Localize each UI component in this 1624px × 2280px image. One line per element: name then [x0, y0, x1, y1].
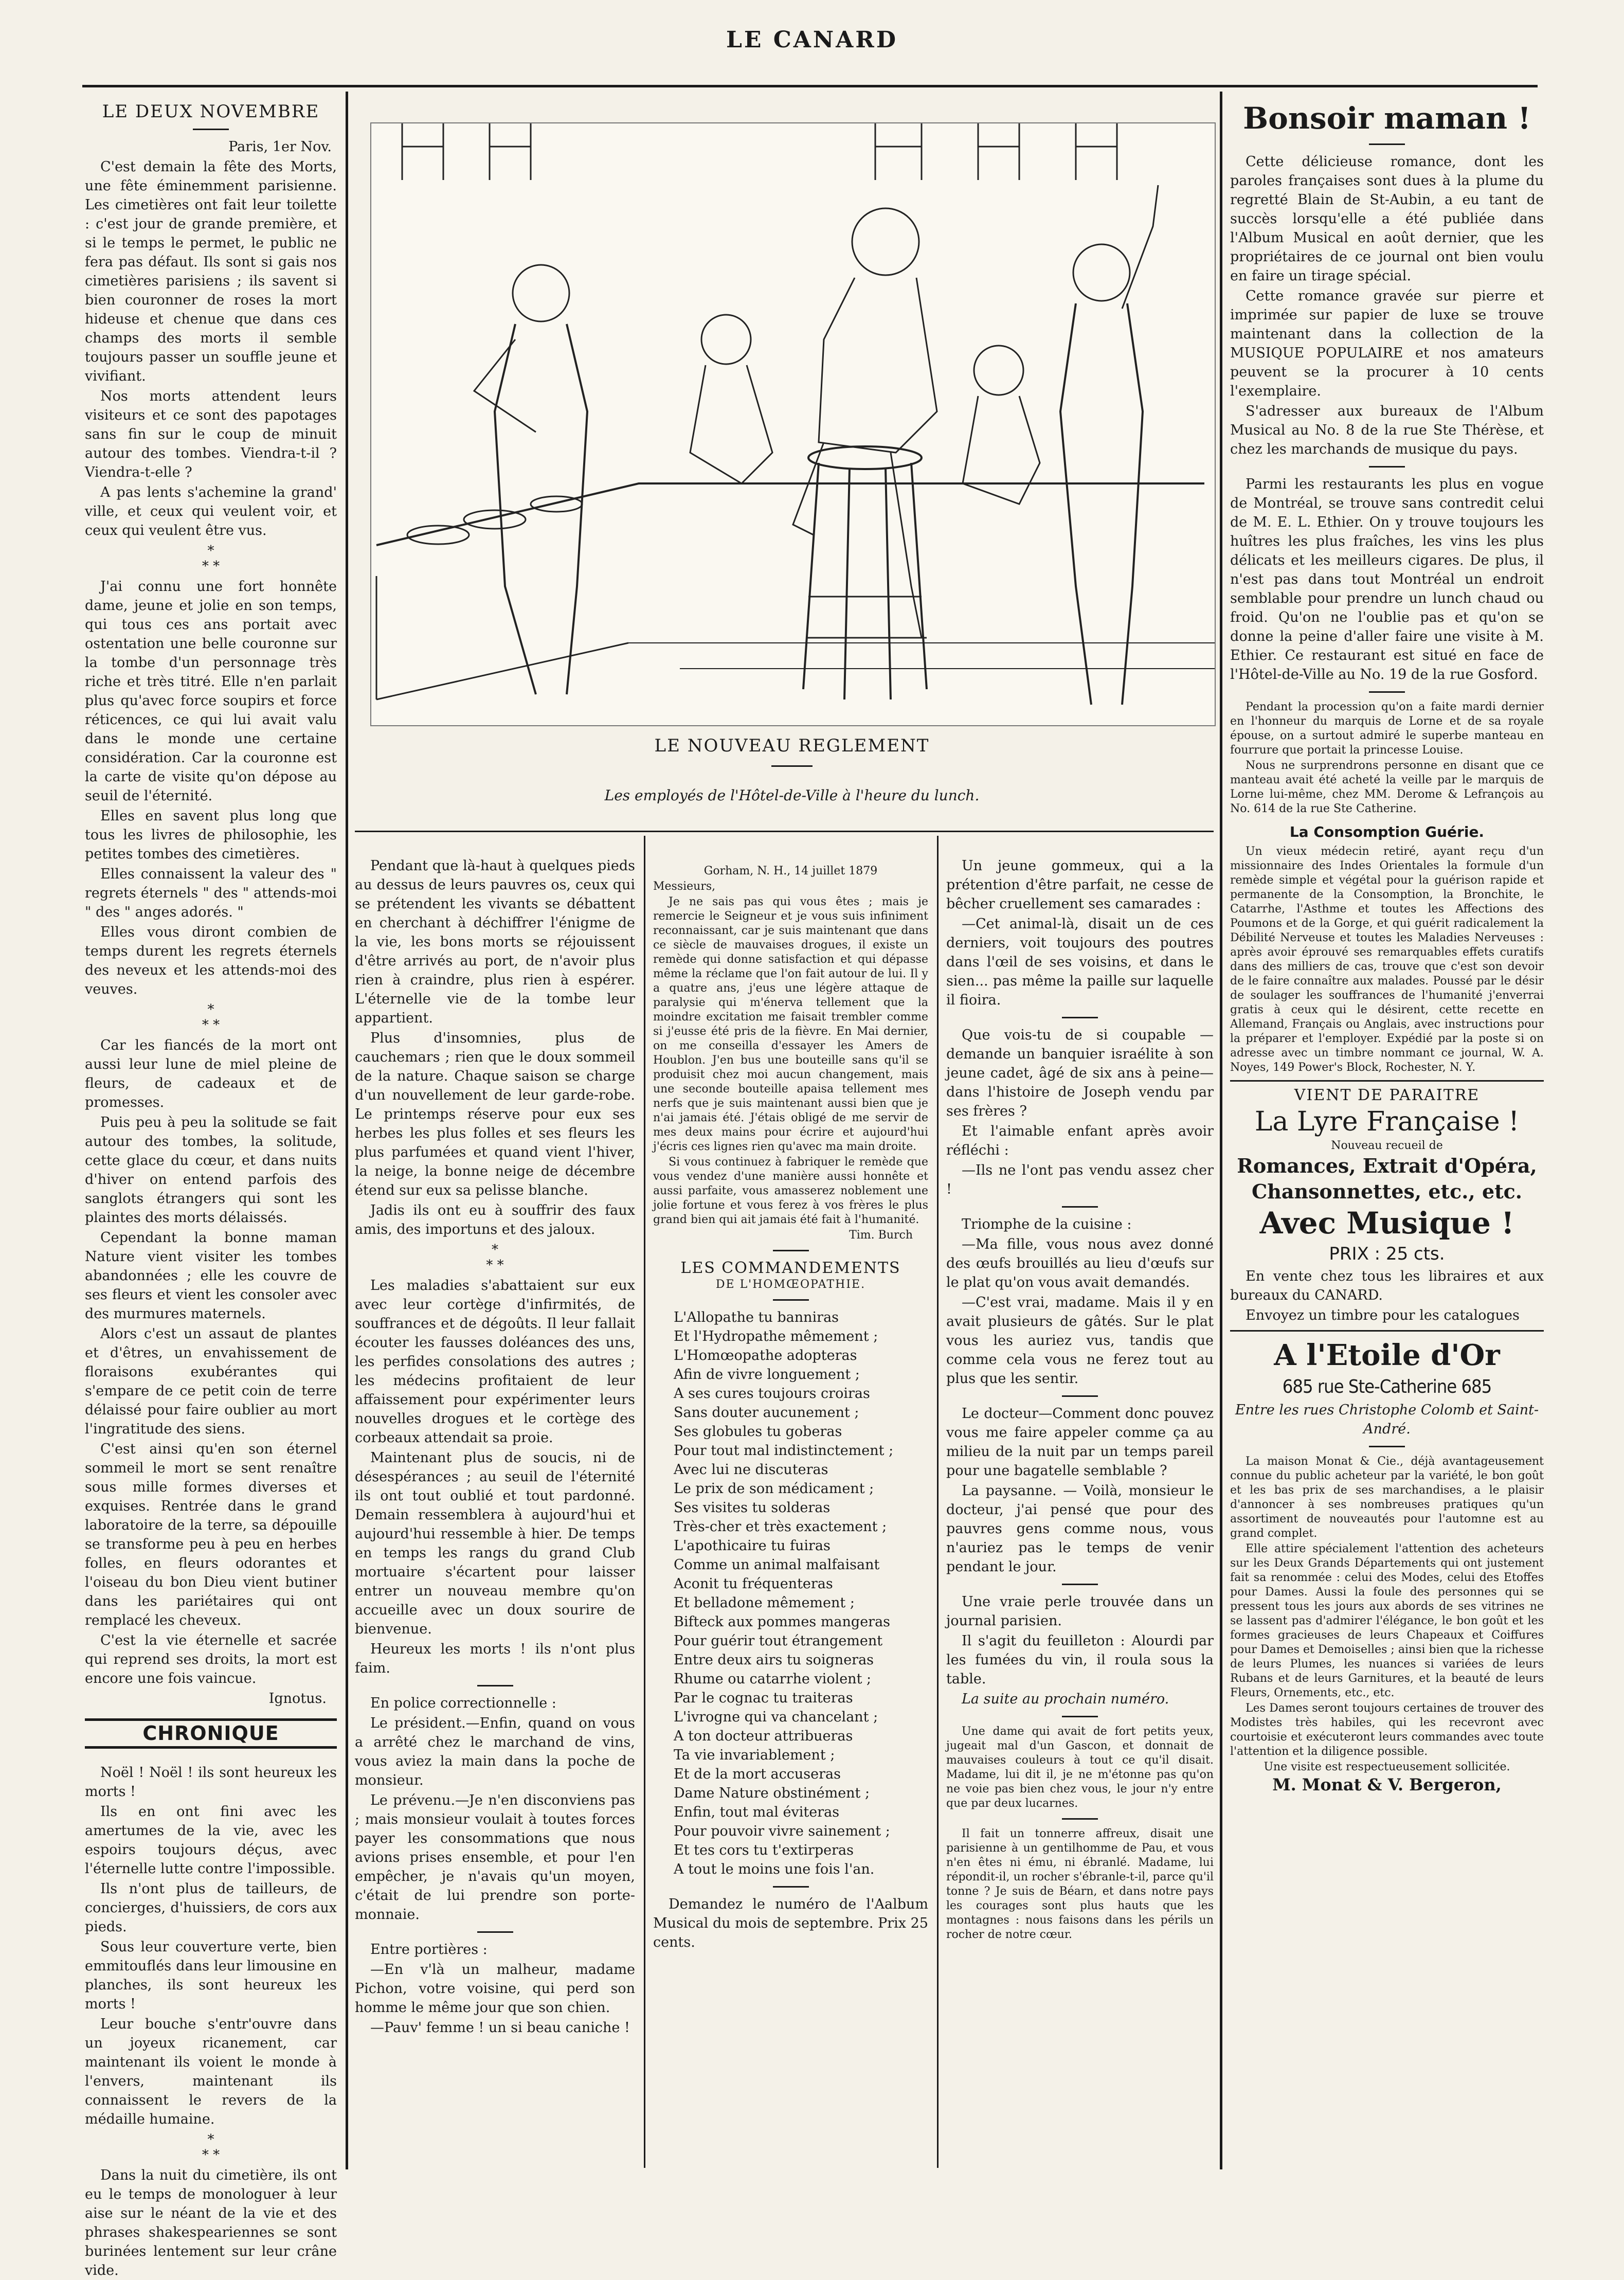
asterism: * * *: [486, 1242, 504, 1273]
separator: [1062, 1716, 1098, 1717]
paragraph: Une vraie perle trouvée dans un journal parisien.: [946, 1594, 1214, 1629]
signature: Ignotus.: [268, 1691, 327, 1707]
illustration: [370, 122, 1216, 726]
paragraph: Puis peu à peu la solitude se fait autour des tombes, la solitude, cette glace du cœur, et dans nuits d'hiver on entend parfois des sanglots étrangers qui sont les plaintes des morts délaissés.: [85, 1115, 337, 1226]
section-title: En police correctionnelle :: [370, 1695, 556, 1711]
paragraph: Les maladies s'abattaient sur eux avec leur cortège d'infirmités, de souffrances et de dégoûts. Il leur fallait écouter les fausses doléances des uns, les perfides consolations des autres ; les médecins profitaient de leur affaissement pour expérimenter leurs nouvelles drogues et le cortège des corbeaux attendait sa proie.: [355, 1278, 635, 1446]
paragraph: Elles vous diront combien de temps durent les regrets éternels des neveux et les attends-moi des veuves.: [85, 924, 337, 997]
etoile-title: A l'Etoile d'Or: [1274, 1338, 1500, 1372]
paragraph: S'adresser aux bureaux de l'Album Musical au No. 8 de la rue Ste Thérèse, et chez les marchands de musique du pays.: [1230, 403, 1544, 457]
paragraph: Une dame qui avait de fort petits yeux, jugeait mal d'un Gascon, et donnait de mauvaises couleurs à tout ce qu'il disait. Madame, lui dit il, je ne m'étonne pas qu'on ne voie pas bien chez vous, le jour n'y entre que par deux lucarnes.: [946, 1725, 1214, 1810]
paragraph: —Ils ne l'ont pas vendu assez cher !: [946, 1162, 1214, 1197]
column-rule: [1220, 92, 1222, 2169]
separator: [1369, 1446, 1405, 1447]
separator: [773, 1299, 809, 1301]
paragraph: Pendant la procession qu'on a faite mardi dernier en l'honneur du marquis de Lorne et de sa royale épouse, on a surtout admiré le superbe manteau en fourrure que portait la princesse Louise.: [1230, 701, 1544, 757]
paragraph: Triomphe de la cuisine :: [962, 1216, 1132, 1232]
paragraph: Et l'aimable enfant après avoir réfléchi :: [946, 1123, 1214, 1158]
section-title: Entre portières :: [370, 1942, 488, 1958]
poem-line: L'apothicaire tu fuiras: [674, 1538, 831, 1554]
paragraph: Elle attire spécialement l'attention des acheteurs sur les Deux Grands Départements qui ont justement fait sa renommée : celui des Modes, celui des Etoffes pour Dames. Aussi la foule des personnes qui se pressent tous les jours aux abords de ses vitrines ne se lassent pas d'admirer l'élégance, le bon goût et les formes gracieuses de leurs Chapeaux et Coiffures pour Dames et Demoiselles ; ainsi bien que la richesse de leurs Plumes, les nuances si variées de leurs Rubans et de leurs Garnitures, et la beauté de leurs Fleurs, Ornements, etc., etc.: [1230, 1542, 1544, 1699]
poem-line: A ses cures toujours croiras: [674, 1386, 870, 1402]
paragraph: C'est demain la fête des Morts, une fête éminemment parisienne. Les cimetières ont fait leur toilette : c'est jour de grande première, et si le temps le permet, le public ne fera pas défaut. Ils sont si gais nos cimetières parisiens ; ils savent si bien couronner de roses la mort hideuse et chenue que dans ces champs des morts il semble toujours passer un souffle jeune et vivifiant.: [85, 159, 337, 384]
paragraph: C'est la vie éternelle et sacrée qui reprend ses droits, la mort est encore une fois vaincue.: [85, 1632, 337, 1686]
separator: [773, 1250, 809, 1251]
paragraph: Elles connaissent la valeur des " regrets éternels " des " attends-moi " des " anges adorés. ": [85, 866, 337, 920]
etoile-entre: Entre les rues Christophe Colomb et Saint-André.: [1235, 1402, 1539, 1437]
paragraph: Pendant que là-haut à quelques pieds au dessus de leurs pauvres os, ceux qui se prétendent les vivants se débattent en cherchant à déchiffrer l'énigme de la vie, les bons morts se réjouissent d'être arrivés au port, de n'avoir plus rien à craindre, plus rien à espérer. L'éternelle vie de la tombe leur appartient.: [355, 858, 635, 1026]
separator: [1369, 143, 1405, 145]
paragraph: Il fait un tonnerre affreux, disait une parisienne à un gentilhomme de Pau, et vous n'en êtes ni ému, ni ébranlé. Madame, lui répondit-il, un rocher s'ébranle-t-il, parce qu'il tonne ? Je suis de Béarn, et dans notre pays les courages sont plus hauts que les montagnes : nous faisons dans les périls un rocher de notre cœur.: [946, 1827, 1214, 1941]
poem-line: Ses globules tu goberas: [674, 1424, 842, 1440]
paragraph: C'est ainsi qu'en son éternel sommeil le mort se sent renaître sous mille formes diverses et exquises. Rentrée dans le grand laboratoire de la terre, sa dépouille se transforme peu à peu en herbes folles, en fleurs odorantes et l'oiseau du bon Dieu vient butiner dans les pariétaires qui ont remplacé les cheveux.: [85, 1441, 337, 1628]
asterism: * * *: [202, 2132, 220, 2163]
letter-body: Si vous continuez à fabriquer le remède que vous vendez d'une manière aussi honnête et aussi parfaite, vous amasserez noblement une jolie fortune et vous ferez à vos frères le plus grand bien qui ait jamais été fait à l'humanité.: [653, 1156, 928, 1226]
paragraph: Leur bouche s'entr'ouvre dans un joyeux ricanement, car maintenant ils voient le monde à l'envers, maintenant ils connaissent le revers de la médaille humaine.: [85, 2016, 337, 2127]
paragraph: Le président.—Enfin, quand on vous a arrêté chez le marchand de vins, vous aviez la main dans la poche de monsieur.: [355, 1715, 635, 1788]
paragraph: Nos morts attendent leurs visiteurs et ce sont des papotages sans fin sur le coup de minuit autour des tombes. Viendra-t-il ? Viendra-t-elle ?: [85, 388, 337, 480]
separator: [1062, 1017, 1098, 1018]
poem-line: Afin de vivre longuement ;: [674, 1367, 860, 1383]
separator: [1062, 1395, 1098, 1397]
poem-line: L'Allopathe tu banniras: [674, 1309, 839, 1325]
paragraph: J'ai connu une fort honnête dame, jeune et jolie en son temps, qui tous ces ans portait avec ostentation une belle couronne sur la tombe d'un personnage très riche et très titré. Elle n'en parlait plus qu'avec force soupirs et force réticences, ce qui lui avait valu dans le monde une certaine considération. Car la couronne est la carte de visite qu'on dépose au seuil de l'éternité.: [85, 579, 337, 804]
etoile-address: 685 rue Ste-Catherine 685: [1282, 1376, 1492, 1397]
paragraph: Que vois-tu de si coupable — demande un banquier israélite à son jeune cadet, âgé de six ans à peine— dans l'histoire de Joseph vendu par ses frères ?: [946, 1027, 1214, 1119]
paragraph: Maintenant plus de soucis, ni de désespérances ; au seuil de l'éternité ils ont tout oublié et tout pardonné. Demain ressemblera à aujourd'hui et aujourd'hui ressemble à hier. De temps en temps les rangs du grand Club mortuaire s'écartent pour laisser entrer un nouveau membre qu'on accueille avec un doux sourire de bienvenue.: [355, 1450, 635, 1637]
column-5: [1230, 100, 1544, 2165]
paragraph: Plus d'insomnies, plus de cauchemars ; rien que le doux sommeil de la nature. Chaque saison se charge d'un nouvellement de leur garde-robe. Le printemps réserve pour eux ses herbes les plus folles et ses fleurs les plus parfumées et quand vient l'hiver, la neige, la bonne neige de décembre étend sur eux sa pelisse blanche.: [355, 1030, 635, 1198]
separator: [477, 1685, 513, 1686]
vient-de-paraitre: VIENT DE PARAITRE: [1230, 1080, 1544, 1105]
paragraph: Car les fiancés de la mort ont aussi leur lune de miel pleine de fleurs, de cadeaux et de promesses.: [85, 1037, 337, 1110]
title-rule: [193, 129, 229, 130]
commandments-title: LES COMMANDEMENTS: [680, 1259, 901, 1277]
paragraph: —C'est vrai, madame. Mais il y en avait plusieurs de gâtés. Sur le plat vous les auriez vus, tandis que comme cela vous ne ferez tout au plus que les sentir.: [946, 1295, 1214, 1387]
poem-line: Pour tout mal indistinctement ;: [674, 1443, 894, 1459]
lunch-scene-engraving: [371, 123, 1215, 725]
paragraph: —Cet animal-là, disait un de ces derniers, voit toujours des poutres dans l'œil de ses voisins, et dans le sien... pas même la paille sur laquelle il fioira.: [946, 916, 1214, 1008]
lyre-line-1: Romances, Extrait d'Opéra,: [1237, 1154, 1537, 1177]
poem-line: A ton docteur attribueras: [674, 1728, 853, 1744]
avec-musique: Avec Musique !: [1259, 1206, 1514, 1241]
asterism: * * *: [202, 1002, 220, 1033]
letter-signature: Tim. Burch: [849, 1229, 913, 1242]
letter-header: Gorham, N. H., 14 juillet 1879: [703, 865, 878, 877]
masthead: LE CANARD: [726, 27, 898, 53]
column-4: [946, 856, 1214, 2168]
poem-line: A tout le moins une fois l'an.: [674, 1861, 875, 1877]
prix: PRIX : 25 cts.: [1329, 1244, 1445, 1264]
paragraph: Parmi les restaurants les plus en vogue de Montréal, se trouve sans contredit celui de M. E. L. Ethier. On y trouve toujours les huîtres les plus fraîches, les vins les plus délicats et les meilleurs cigares. De plus, il n'est pas dans tout Montréal un endroit semblable pour prendre un lunch chaud ou froid. Qu'on ne l'oublie pas et qu'on se donne la peine d'aller faire une visite à M. Ethier. Ce restaurant est situé en face de l'Hôtel-de-Ville au No. 19 de la rue Gosford.: [1230, 476, 1544, 683]
poem-line: Avec lui ne discuteras: [674, 1462, 828, 1478]
separator: [773, 1886, 809, 1888]
paragraph: Cette romance gravée sur pierre et imprimée sur papier de luxe se trouve maintenant dans la collection de la MUSIQUE POPULAIRE et nos amateurs peuvent se la procurer à 10 cents l'exemplaire.: [1230, 288, 1544, 399]
album-notice: Demandez le numéro de l'Aalbum Musical du mois de septembre. Prix 25 cents.: [653, 1896, 928, 1950]
separator: [1062, 1818, 1098, 1820]
separator: [1062, 1584, 1098, 1585]
paragraph: Cette délicieuse romance, dont les paroles françaises sont dues à la plume du regretté Blain de St-Aubin, a eu tant de succès lorsqu'elle a été publiée dans l'Album Musical en août dernier, que les propriétaires de ce journal ont bien voulu en faire un tirage spécial.: [1230, 154, 1544, 284]
monat-signature: M. Monat & V. Bergeron,: [1272, 1775, 1502, 1794]
letter-salutation: Messieurs,: [653, 880, 716, 893]
paragraph: Le prévenu.—Je n'en disconviens pas ; mais monsieur voulait à toutes forces payer les consommations que nous avions prises ensemble, et pour l'en empêcher, je n'avais qu'un moyen, c'était de lui prendre son porte-monnaie.: [355, 1792, 635, 1923]
illustration-caption-title: LE NOUVEAU REGLEMENT: [654, 735, 930, 756]
commandments-subtitle: DE L'HOMŒOPATHIE.: [715, 1278, 866, 1291]
poem-line: Ta vie invariablement ;: [674, 1747, 835, 1763]
paragraph: Ils n'ont plus de tailleurs, de concierges, d'huissiers, de cors aux pieds.: [85, 1881, 337, 1935]
poem-line: Dame Nature obstinément ;: [674, 1785, 870, 1801]
paragraph: Cependant la bonne maman Nature vient visiter les tombes abandonnées ; elle les couvre de ses fleurs et vient les consoler avec des murmures maternels.: [85, 1230, 337, 1322]
paragraph: Un vieux médecin retiré, ayant reçu d'un missionnaire des Indes Orientales la formule d'un remède simple et végétal pour la guérison rapide et permanente de la Consomption, la Bronchite, le Catarrhe, l'Asthme et toutes les Affections des Poumons et de la Gorge, et qui guérit radicalement la Débilité Nerveuse et toutes les Maladies Nerveuses : après avoir éprouvé ses remarquables effets curatifs dans des milliers de cas, trouve que c'est son devoir de le faire connaître aux malades. Poussé par le désir de soulager les souffrances de l'humanité j'enverrai gratis à ceux qui le désirent, cette recette en Allemand, Français ou Anglais, avec instructions pour la préparer et l'employer. Expédié par la poste si on adresse avec un timbre nommant ce journal, W. A. Noyes, 149 Power's Block, Rochester, N. Y.: [1230, 845, 1544, 1074]
poem-line: Entre deux airs tu soigneras: [674, 1652, 874, 1668]
separator: [1062, 1206, 1098, 1208]
paragraph: En vente chez tous les libraires et aux bureaux du CANARD.: [1230, 1268, 1544, 1303]
column-2: [355, 856, 635, 2168]
poem-line: Très-cher et très exactement ;: [674, 1519, 887, 1535]
poem-line: Et tes cors tu t'extirperas: [674, 1842, 854, 1858]
separator: [1369, 466, 1405, 468]
poem-line: Rhume ou catarrhe violent ;: [674, 1671, 872, 1687]
separator: [1230, 1330, 1544, 1332]
poem-line: Et de la mort accuseras: [674, 1766, 841, 1782]
paragraph: —Ma fille, vous nous avez donné des œufs brouillés au lieu d'œufs sur le plat qu'on vous avait demandés.: [946, 1236, 1214, 1290]
paragraph: Les Dames seront toujours certaines de trouver des Modistes très habiles, qui les recevront avec courtoisie et exécuteront leurs commandes avec toute l'attention et la diligence possible.: [1230, 1702, 1544, 1758]
column-3: [653, 864, 928, 2168]
poem-line: Aconit tu fréquenteras: [674, 1576, 833, 1592]
poem-line: Enfin, tout mal éviteras: [674, 1804, 840, 1820]
poem-line: Sans douter aucunement ;: [674, 1405, 859, 1421]
column-rule: [644, 836, 645, 2168]
paragraph: Ils en ont fini avec les amertumes de la vie, avec les espoirs toujours déçus, avec l'éternelle lutte contre l'impossible.: [85, 1804, 337, 1877]
illustration-bottom-rule: [355, 831, 1214, 832]
bonsoir-title: Bonsoir maman !: [1243, 101, 1531, 136]
paragraph: La paysanne. — Voilà, monsieur le docteur, j'ai pensé que pour des pauvres gens comme nous, vous n'auriez pas le temps de venir pendant le jour.: [946, 1483, 1214, 1575]
paragraph: Le docteur—Comment donc pouvez vous me faire appeler comme ça au milieu de la nuit par un temps pareil pour une bagatelle semblable ?: [946, 1406, 1214, 1479]
column-1: [85, 100, 337, 2278]
poem-line: Comme un animal malfaisant: [674, 1557, 880, 1573]
poem-line: Et l'Hydropathe mêmement ;: [674, 1328, 878, 1344]
separator: [477, 1931, 513, 1933]
asterism: * * *: [202, 543, 220, 574]
paragraph: Noël ! Noël ! ils sont heureux les morts !: [85, 1765, 337, 1800]
paragraph: A pas lents s'achemine la grand' ville, et ceux qui veulent voir, et ceux qui veulent être vus.: [85, 484, 337, 538]
poem-line: Par le cognac tu traiteras: [674, 1690, 853, 1706]
dateline: Paris, 1er Nov.: [228, 139, 332, 155]
poem-line: L'ivrogne qui va chancelant ;: [674, 1709, 878, 1725]
paragraph: —Pauv' femme ! un si beau caniche !: [370, 2020, 630, 2036]
paragraph: Un jeune gommeux, qui a la prétention d'être parfait, ne cesse de bêcher cruellement ses camarades :: [946, 858, 1214, 912]
paragraph: Alors c'est un assaut de plantes et d'êtres, un envahissement de floraisons exubérantes qui s'empare de ce petit coin de terre délaissé pour faire oublier au mort l'ingratitude des siens.: [85, 1326, 337, 1437]
lyre-line-2: Chansonnettes, etc., etc.: [1251, 1180, 1523, 1203]
paragraph: —En v'là un malheur, madame Pichon, votre voisine, qui perd son homme le même jour que son chien.: [355, 1962, 635, 2016]
separator: [1369, 691, 1405, 693]
column-rule: [346, 92, 348, 2169]
paragraph: Heureux les morts ! ils n'ont plus faim.: [355, 1641, 635, 1676]
paragraph: La suite au prochain numéro.: [962, 1691, 1169, 1707]
paragraph: Sous leur couverture verte, bien emmitouflés dans leur limousine en planches, ils sont heureux les morts !: [85, 1939, 337, 2012]
masthead-rule: [82, 85, 1538, 87]
article-title: LE DEUX NOVEMBRE: [102, 101, 320, 122]
chronique-title: CHRONIQUE: [85, 1718, 337, 1749]
poem-line: Le prix de son médicament ;: [674, 1481, 874, 1497]
paragraph: Une visite est respectueusement sollicitée.: [1264, 1761, 1510, 1773]
poem-line: Pour guérir tout étrangement: [674, 1633, 883, 1649]
paragraph: Elles en savent plus long que tous les livres de philosophie, les petites tombes des cimetières.: [85, 808, 337, 862]
poem-line: Bifteck aux pommes mangeras: [674, 1614, 891, 1630]
poem-line: Et belladone mêmement ;: [674, 1595, 855, 1611]
poem-line: L'Homœopathe adopteras: [674, 1348, 857, 1363]
paragraph: Dans la nuit du cimetière, ils ont eu le temps de monologuer à leur aise sur le néant de la vie et des phrases shakespeariennes se sont burinées lentement sur leur crâne vide.: [85, 2167, 337, 2278]
lyre-title: La Lyre Française !: [1254, 1106, 1520, 1137]
paragraph: Nous ne surprendrons personne en disant que ce manteau avait été acheté la veille par le marquis de Lorne lui-même, chez MM. Derome & Lefrançois au No. 614 de la rue Ste Catherine.: [1230, 759, 1544, 815]
illustration-caption-sub: Les employés de l'Hôtel-de-Ville à l'heure du lunch.: [604, 787, 980, 804]
letter-body: Je ne sais pas qui vous êtes ; mais je remercie le Seigneur et je vous suis infiniment reconnaissant, car je suis maintenant que dans ce siècle de mauvaises drogues, il existe un remède qui donne satisfaction et qui dépasse même la réclame que l'on fait autour de lui. Il y a quatre ans, j'eus une légère attaque de paralysie qui m'énerva tellement que la moindre excitation me faisait trembler comme si j'eusse été pris de la fièvre. En Mai dernier, on me conseilla d'essayer les Amers de Houblon. J'en bus une bouteille sans qu'il se produisit chez moi aucun changement, mais une seconde bouteille apaisa tellement mes nerfs que je suis maintenant aussi bien que je n'ai jamais été. J'étais obligé de me servir de mes deux mains pour écrire et aujourd'hui j'écris ces lignes rien qu'avec ma main droite.: [653, 895, 928, 1153]
column-rule: [937, 836, 939, 2168]
paragraph: Envoyez un timbre pour les catalogues: [1246, 1307, 1520, 1323]
paragraph: La maison Monat & Cie., déjà avantageusement connue du public acheteur par la variété, le bon goût et les bas prix de ses marchandises, a le plaisir d'annoncer à ses nombreuses pratiques qu'un assortiment de nouveautés pour l'automne est au grand complet.: [1230, 1455, 1544, 1540]
caption-rule: [771, 765, 813, 767]
paragraph: Il s'agit du feuilleton : Alourdi par les fumées du vin, il roula sous la table.: [946, 1633, 1214, 1687]
consomption-title: La Consomption Guérie.: [1289, 823, 1485, 840]
poem: [653, 1308, 928, 1879]
poem-line: Ses visites tu solderas: [674, 1500, 831, 1516]
paragraph: Jadis ils ont eu à souffrir des faux amis, des importuns et des jaloux.: [355, 1202, 635, 1237]
lyre-sub: Nouveau recueil de: [1331, 1139, 1443, 1152]
poem-line: Pour pouvoir vivre sainement ;: [674, 1823, 890, 1839]
